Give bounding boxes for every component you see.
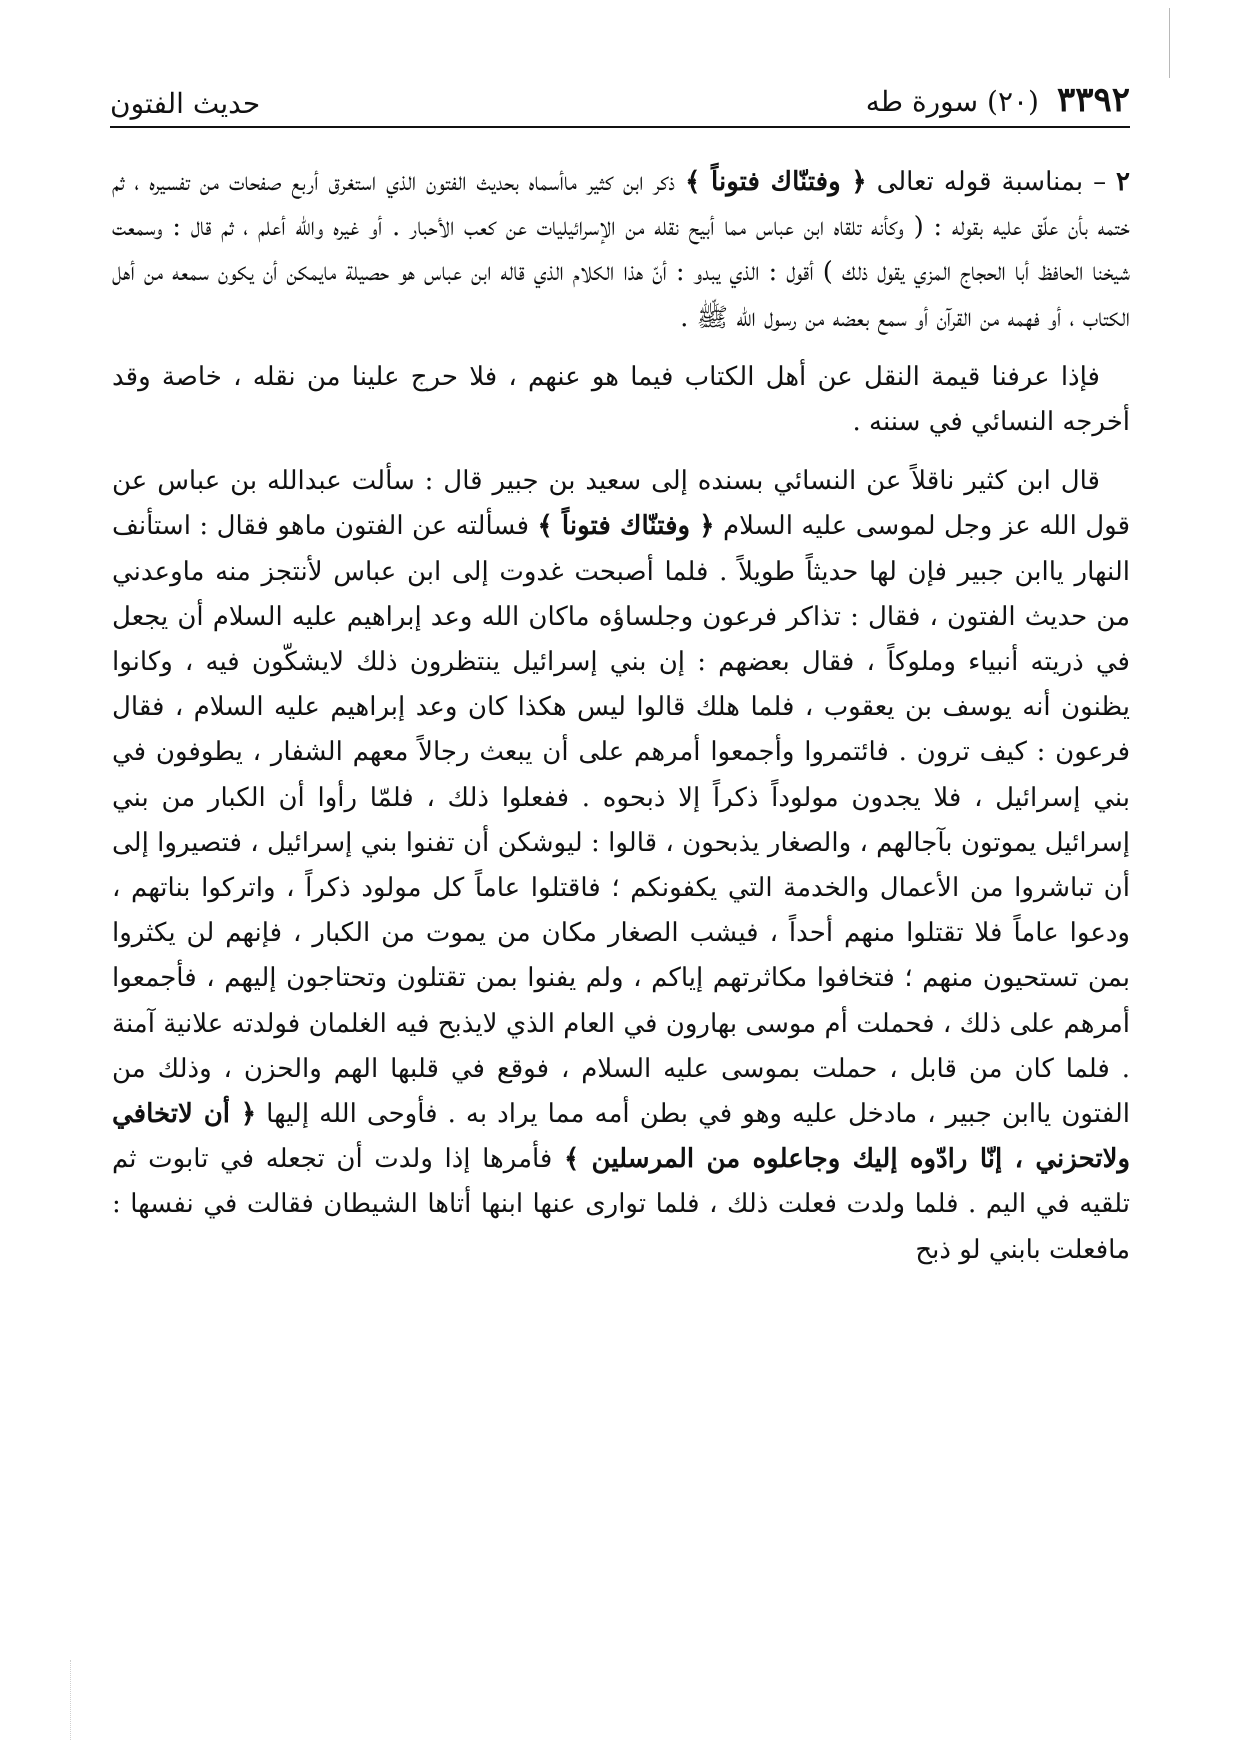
page-number: ٣٣٩٢ <box>1056 80 1130 120</box>
paragraph-3 <box>112 459 1130 1273</box>
quran-quote: ﴿ أن لاتخافي ولاتحزني ، إنّا رادّوه إليك وجاعلوه من المرسلين ﴾ <box>112 1099 1131 1175</box>
header-rule <box>110 126 1130 128</box>
paragraph-3-part-b: فسألته عن الفتون ماهو فقال : استأنف النهار ياابن جبير فإن لها حديثاً طويلاً . فلما أصبحت غدوت إلى ابن عباس لأنتجز منه ماوعدني من حديث الفتون ، فقال : تذاكر فرعون وجلساؤه ماكان الله وعد إبراهيم عليه السلام أن يجعل في ذريته أنبياء وملوكاً ، فقال بعضهم : إن بني إسرائيل ينتظرون ذلك لايشكّون فيه ، وكانوا يظنون أنه يوسف بن يعقوب ، فلما هلك قالوا ليس هكذا كان وعد إبراهيم عليه السلام ، فقال فرعون : كيف ترون . فائتمروا وأجمعوا أمرهم على أن يبعث رجالاً معهم الشفار ، يطوفون في بني إسرائيل ، فلا يجدون مولوداً ذكراً إلا ذبحوه . ففعلوا ذلك ، فلمّا رأوا أن الكبار من بني إسرائيل يموتون بآجالهم ، والصغار يذبحون ، قالوا : ليوشكن أن تفنوا بني إسرائيل ، فتصيروا إلى أن تباشروا من الأعمال والخدمة التي يكفونكم ؛ فاقتلوا عاماً كل مولود ذكراً ، واتركوا بناتهم ، ودعوا عاماً فلا تقتلوا منهم أحداً ، فيشب الصغار مكان من يموت من الكبار ، فإنهم لن يكثروا بمن تستحيون منهم ؛ فتخافوا مكاثرتهم إياكم ، ولم يفنوا بمن تقتلون وتحتاجون إليهم ، فأجمعوا أمرهم على ذلك ، فحملت أم موسى بهارون في العام الذي لايذبح فيه الغلمان فولدته علانية آمنة . فلما كان من قابل ، حملت بموسى عليه السلام ، فوقع في قلبها الهم والحزن ، وذلك من الفتون ياابن جبير ، مادخل عليه وهو في بطن أمه مما يراد به . فأوحى الله إليها <box>112 511 1130 1130</box>
surah-title: (٢٠) سورة طه <box>865 85 1039 118</box>
quran-quote: ﴿ وفتنّاك فتوناً ﴾ <box>537 511 715 542</box>
paragraph-3-part-a: قال ابن كثير ناقلاً عن النسائي بسنده إلى سعيد بن جبير قال : سألت عبدالله بن عباس عن قول الله عز وجل لموسى عليه السلام <box>112 466 1131 542</box>
running-title: حديث الفتون <box>110 87 261 120</box>
margin-dots <box>70 1660 72 1740</box>
page-edge-line <box>1169 8 1170 78</box>
paragraph-2: فإذا عرفنا قيمة النقل عن أهل الكتاب فيما هو عنهم ، فلا حرج علينا من نقله ، خاصة وقد أخرجه النسائي في سننه . <box>112 361 1130 438</box>
body-text <box>112 160 1130 1273</box>
header-right-group <box>866 80 1130 120</box>
note-number: ٢ <box>1116 167 1130 197</box>
page-header <box>110 60 1130 120</box>
paragraph-1-rest: ذكر ابن كثير ماأسماه بحديث الفتون الذي استغرق أربع صفحات من تفسيره ، ثم ختمه بأن علّق عليه بقوله : ( وكأنه تلقاه ابن عباس مما أبيح نقله من الإسرائيليات عن كعب الأحبار . أو غيره والله أعلم ، ثم قال : وسمعت شيخنا الحافظ أبا الحجاج المزي يقول ذلك ) أقول : الذي يبدو : أنّ هذا الكلام الذي قاله ابن عباس هو حصيلة مايمكن أن يكون سمعه من أهل الكتاب ، أو فهمه من القرآن أو سمع بعضه من رسول الله ﷺ . <box>112 167 1130 333</box>
quran-quote: ﴿ وفتنّاك فتوناً ﴾ <box>685 167 867 197</box>
paragraph-1 <box>112 160 1130 341</box>
paragraph-3-part-c: فأمرها إذا ولدت أن تجعله في تابوت ثم تلقيه في اليم . فلما ولدت فعلت ذلك ، فلما توارى عنها ابنها أتاها الشيطان فقالت في نفسها : مافعلت بابني لو ذبح <box>112 1144 1130 1265</box>
paragraph-1-intro: – بمناسبة قوله تعالى <box>866 167 1117 197</box>
